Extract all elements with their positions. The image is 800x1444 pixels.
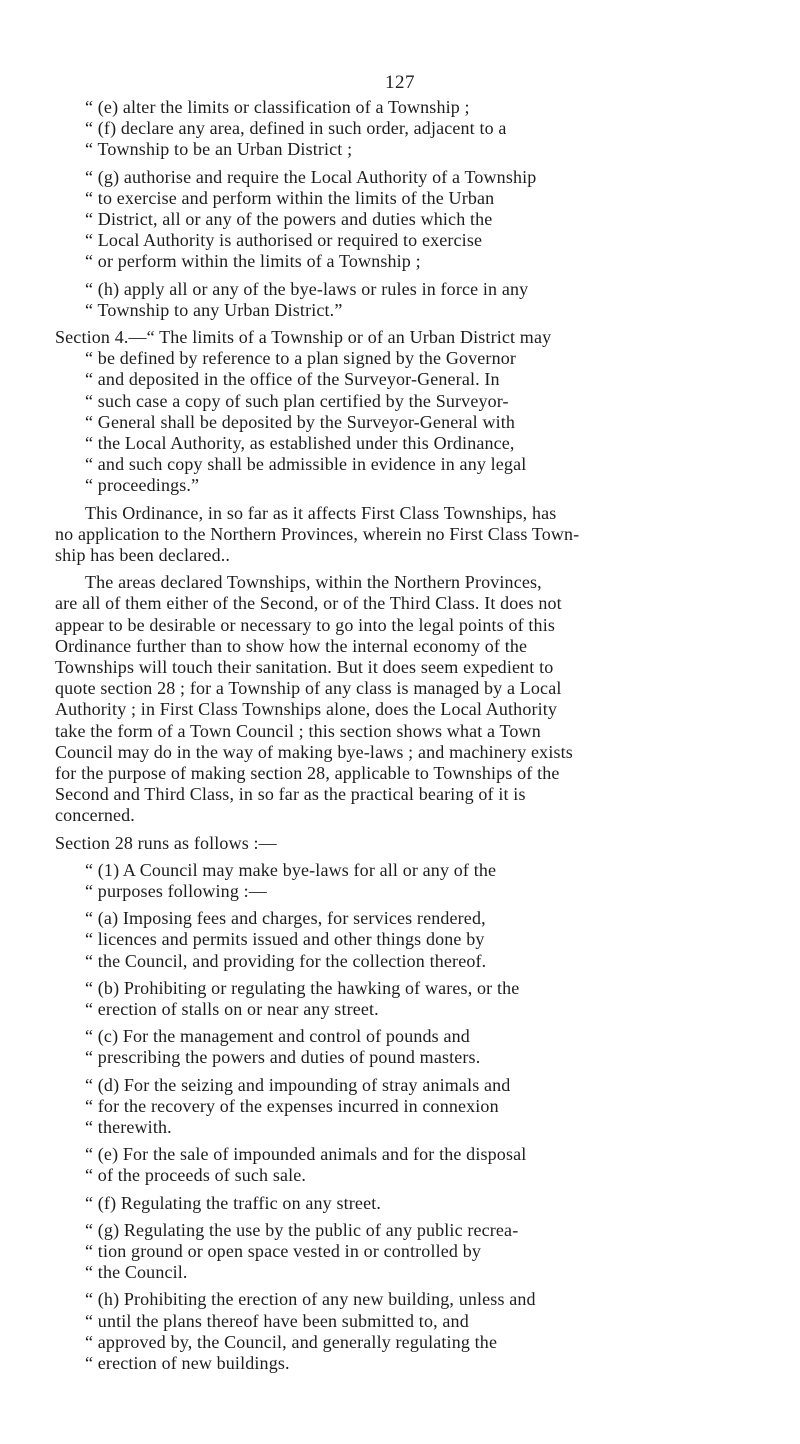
text-line: Townships will touch their sanitation. But it does seem expedient to <box>55 657 554 677</box>
text-line: “ (g) authorise and require the Local Authority of a Township <box>85 166 537 187</box>
text-line: “ (f) declare any area, defined in such order, adjacent to a <box>85 118 507 139</box>
text-line: Ordinance further than to show how the internal economy of the <box>55 635 528 656</box>
text-line: “ (e) For the sale of impounded animals and for the disposal <box>85 1144 527 1165</box>
text-line: “ erection of stalls on or near any street. <box>85 999 379 1019</box>
text-line: Section 28 runs as follows :— <box>55 832 277 853</box>
text-line: “ for the recovery of the expenses incurred in connexion <box>85 1095 499 1116</box>
text-line: quote section 28 ; for a Township of any class is managed by a Local <box>55 678 562 699</box>
text-line: “ (d) For the seizing and impounding of stray animals and <box>85 1074 511 1095</box>
text-line: “ General shall be deposited by the Surveyor-General with <box>85 411 516 432</box>
text-line: “ to exercise and perform within the limits of the Urban <box>85 187 495 208</box>
text-line: Authority ; in First Class Townships alone, does the Local Authority <box>55 699 558 720</box>
text-line: “ therewith. <box>85 1117 172 1137</box>
text-line: “ the Council. <box>85 1262 188 1283</box>
text-line: “ Local Authority is authorised or required to exercise <box>85 230 483 251</box>
text-line: concerned. <box>55 805 135 826</box>
text-line <box>55 327 551 348</box>
text-line: “ District, all or any of the powers and duties which the <box>85 209 493 229</box>
text-line: “ erection of new buildings. <box>85 1353 290 1373</box>
text-line: “ (b) Prohibiting or regulating the hawking of wares, or the <box>85 977 520 998</box>
text-line: Council may do in the way of making bye-laws ; and machinery exists <box>55 741 573 762</box>
text-line: no application to the Northern Provinces, wherein no First Class Town- <box>55 523 580 544</box>
text-line: “ such case a copy of such plan certified by the Surveyor- <box>85 390 509 411</box>
text-line: for the purpose of making section 28, applicable to Townships of the <box>55 763 560 783</box>
text-line: The areas declared Townships, within the Northern Provinces, <box>85 572 542 593</box>
text-line: “ (e) alter the limits or classification of a Township ; <box>85 97 470 117</box>
text-line: appear to be desirable or necessary to go into the legal points of this <box>55 614 556 635</box>
text-line: “ Township to be an Urban District ; <box>85 139 353 160</box>
page-number: 127 <box>385 72 415 93</box>
text-line: “ until the plans thereof have been submitted to, and <box>85 1310 469 1331</box>
text-line: Second and Third Class, in so far as the practical bearing of it is <box>55 784 526 805</box>
text-line: This Ordinance, in so far as it affects First Class Townships, has <box>85 502 557 523</box>
text-line: “ the Local Authority, as established under this Ordinance, <box>85 433 515 453</box>
text-line: “ approved by, the Council, and generally regulating the <box>85 1331 498 1352</box>
text-line: “ purposes following :— <box>85 881 267 901</box>
text-line: “ (f) Regulating the traffic on any street. <box>85 1192 382 1213</box>
text-line: ship has been declared.. <box>55 545 231 565</box>
text-line: are all of them either of the Second, or of the Third Class. It does not <box>55 593 562 614</box>
text-line: “ (c) For the management and control of pounds and <box>85 1026 470 1047</box>
section-heading: Section 4.—“ The limits of a Township or of an Urban District may <box>55 327 552 347</box>
text-line: “ and deposited in the office of the Surveyor-General. In <box>85 369 500 390</box>
text-line: “ (h) Prohibiting the erection of any new building, unless and <box>85 1289 536 1310</box>
text-line: “ Township to any Urban District.” <box>85 299 343 320</box>
text-line: “ the Council, and providing for the collection thereof. <box>85 950 487 971</box>
text-line: “ proceedings.” <box>85 475 200 496</box>
text-line: “ (h) apply all or any of the bye-laws or rules in force in any <box>85 278 529 299</box>
text-line: “ (1) A Council may make bye-laws for all or any of the <box>85 859 497 880</box>
text-line: “ or perform within the limits of a Township ; <box>85 251 421 272</box>
text-line: “ prescribing the powers and duties of pound masters. <box>85 1047 481 1068</box>
text-line: take the form of a Town Council ; this section shows what a Town <box>55 720 541 741</box>
text-line: “ of the proceeds of such sale. <box>85 1165 307 1186</box>
text-line: “ be defined by reference to a plan signed by the Governor <box>85 348 517 369</box>
text-line: “ and such copy shall be admissible in evidence in any legal <box>85 454 527 475</box>
text-line: “ tion ground or open space vested in or controlled by <box>85 1241 481 1261</box>
text-line: “ (g) Regulating the use by the public of any public recrea- <box>85 1219 519 1240</box>
text-line: “ licences and permits issued and other things done by <box>85 929 485 950</box>
text-line: “ (a) Imposing fees and charges, for services rendered, <box>85 908 486 929</box>
